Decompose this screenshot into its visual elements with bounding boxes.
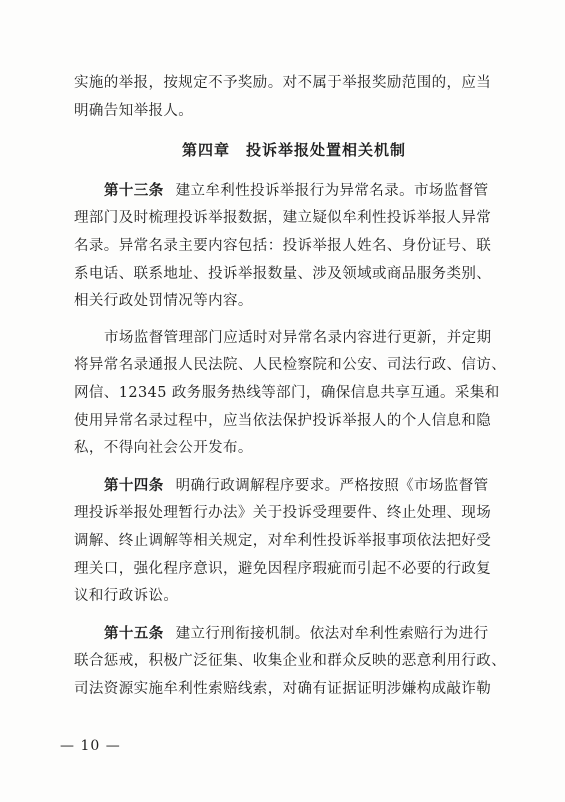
text-line: 明确告知举报人。 [74, 102, 194, 119]
text-line: 使用异常名录过程中，应当依法保护投诉举报人的个人信息和隐 [74, 412, 492, 429]
article-first-line [74, 177, 514, 206]
text-line: 联合惩戒，积极广泛征集、收集企业和群众反映的恶意利用行政、 [74, 653, 507, 670]
text-line: 市场监督管理部门应适时对异常名录内容进行更新，并定期 [104, 329, 492, 346]
chapter-heading: 第四章 投诉举报处置相关机制 [181, 141, 406, 160]
article-first-line [74, 620, 514, 649]
text-line: 系电话、联系地址、投诉举报数量、涉及领域或商品服务类别、 [74, 265, 492, 282]
text-line: 理关口，强化程序意识，避免因程序瑕疵而引起不必要的行政复 [74, 560, 492, 577]
text-line: 网信、12345 政务服务热线等部门，确保信息共享互通。采集和 [74, 384, 500, 401]
text-line: 建立牟利性投诉举报行为异常名录。市场监督管 [175, 182, 489, 199]
article-15 [74, 620, 514, 704]
article-14 [74, 472, 514, 611]
article-first-line [74, 472, 514, 501]
text-line: 司法资源实施牟利性索赔线索，对确有证据证明涉嫌构成敲诈勒 [74, 680, 492, 697]
intro-paragraph [74, 70, 514, 125]
text-line: 议和行政诉讼。 [74, 588, 179, 605]
article-13 [74, 177, 514, 463]
text-line: 私，不得向社会公开发布。 [74, 440, 253, 457]
text-line: 实施的举报，按规定不予奖励。对不属于举报奖励范围的，应当 [74, 75, 492, 91]
text-line: 理部门及时梳理投诉举报数据，建立疑似牟利性投诉举报人异常 [74, 210, 492, 227]
text-line: 理投诉举报处理暂行办法》关于投诉受理要件、终止处理、现场 [74, 505, 492, 522]
text-line: 相关行政处罚情况等内容。 [74, 293, 253, 310]
text-line: 建立行刑衔接机制。依法对牟利性索赔行为进行 [175, 625, 489, 642]
article-label: 第十五条 [104, 624, 164, 642]
text-line: 明确行政调解程序要求。严格按照《市场监督管 [175, 477, 489, 494]
page-number: — 10 — [60, 738, 121, 754]
article-label: 第十三条 [104, 181, 164, 199]
text-line: 调解、终止调解等相关规定，对牟利性投诉举报事项依法把好受 [74, 532, 492, 549]
document-body [74, 70, 514, 703]
article-label: 第十四条 [104, 476, 164, 494]
text-line: 将异常名录通报人民法院、人民检察院和公安、司法行政、信访、 [74, 357, 507, 374]
text-line: 名录。异常名录主要内容包括：投诉举报人姓名、身份证号、联 [74, 237, 492, 254]
